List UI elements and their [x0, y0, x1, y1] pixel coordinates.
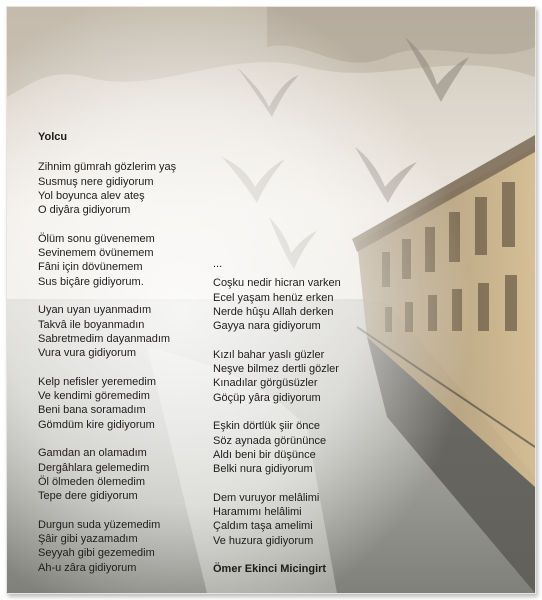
poem-line: Tepe dere gidiyorum	[38, 490, 138, 503]
poem-line: Eşkin dörtlük şiir önce	[213, 420, 320, 433]
stanza	[38, 446, 176, 503]
poem-ellipsis: ...	[213, 258, 223, 270]
left-stanzas	[38, 160, 176, 575]
stanza	[38, 303, 176, 360]
poem-line: Söz aynada görününce	[213, 434, 327, 447]
poem-line: Takvâ ile boyanmadın	[38, 318, 145, 331]
poem-line: Sevinemem övünemem	[38, 247, 154, 260]
poem-line: Ölüm sonu güvenemem	[38, 232, 155, 245]
poem-line: Öl ölmeden ölemedim	[38, 475, 145, 488]
poem-line: Zihnim gümrah gözlerim yaş	[38, 161, 177, 174]
stanza	[38, 160, 176, 217]
poem-line: Coşku nedir hicran varken	[213, 277, 341, 290]
stanza	[213, 276, 341, 333]
right-stanzas	[213, 276, 341, 548]
poem-line: Ve huzura gidiyorum	[213, 534, 314, 547]
stanza	[213, 348, 341, 405]
poem-line: Vura vura gidiyorum	[38, 347, 137, 360]
stanza	[38, 232, 176, 289]
stanza	[38, 375, 176, 432]
stanza	[213, 491, 341, 548]
poem-line: Gamdan an olamadım	[38, 447, 147, 460]
poem-line: Çaldım taşa amelimi	[213, 520, 313, 533]
poem-line: Şâir gibi yazamadım	[38, 533, 138, 546]
poem-line: Seyyah gibi gezemedim	[38, 547, 155, 560]
poem-line: Kelp nefisler yeremedim	[38, 375, 156, 388]
poem-card	[6, 6, 536, 594]
poem-line: Gömdüm kire gidiyorum	[38, 418, 155, 431]
poem-line: Dergâhlara gelemedim	[38, 461, 150, 474]
poem-line: Ve kendimi göremedim	[38, 390, 150, 403]
poem-line: Ah-u zâra gidiyorum	[38, 561, 137, 574]
poem-line: Kınadılar görgüsüzler	[213, 377, 318, 390]
stanza	[38, 518, 176, 575]
poem-left-column	[38, 130, 176, 589]
poem-line: Haramımı helâlimi	[213, 506, 302, 519]
poem-line: Beni bana soramadım	[38, 404, 146, 417]
poem-line: Dem vuruyor melâlimi	[213, 491, 320, 504]
poem-author: Ömer Ekinci Micingirt	[213, 563, 327, 576]
poem-line: Belki nura gidiyorum	[213, 463, 313, 476]
poem-line: Nerde hûşu Allah derken	[213, 305, 334, 318]
poem-line: Susmuş nere gidiyorum	[38, 175, 154, 188]
poem-line: Sabretmedim dayanmadım	[38, 332, 171, 345]
poem-line: Neşve bilmez dertli gözler	[213, 363, 339, 376]
poem-line: Göçüp yâra gidiyorum	[213, 391, 321, 404]
poem-line: Fâni için dövünemem	[38, 261, 143, 274]
poem-line: Kızıl bahar yaslı güzler	[213, 348, 325, 361]
poem-line: Gayya nara gidiyorum	[213, 320, 321, 333]
stanza	[213, 419, 341, 476]
poem-line: Ecel yaşam henüz erken	[213, 291, 334, 304]
poem-line: Sus biçâre gidiyorum.	[38, 275, 144, 288]
poem-line: Aldı beni bir düşünce	[213, 448, 316, 461]
poem-line: Uyan uyan uyanmadım	[38, 304, 152, 317]
poem-title: Yolcu	[38, 131, 68, 143]
poem-right-column	[213, 257, 341, 577]
poem-line: Durgun suda yüzemedim	[38, 518, 161, 531]
poem-line: O diyâra gidiyorum	[38, 204, 131, 217]
poem-line: Yol boyunca alev ateş	[38, 189, 145, 202]
